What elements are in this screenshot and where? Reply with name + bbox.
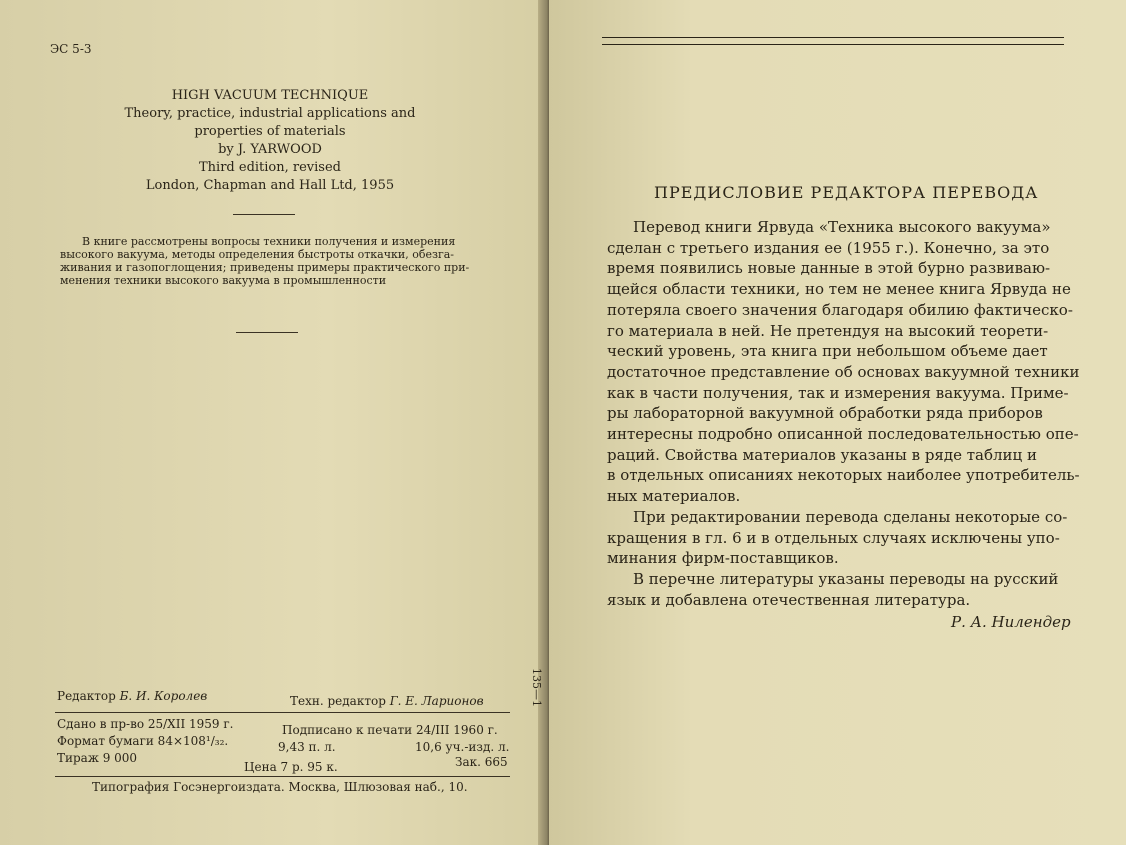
english-subtitle-line1: Theory, practice, industrial applications and bbox=[124, 106, 416, 121]
imprint-rule-bottom bbox=[55, 776, 510, 777]
preface-line: щейся области техники, но тем не менее книга Ярвуда не bbox=[607, 280, 1071, 299]
preface-signature: Р. А. Нилендер bbox=[951, 613, 1071, 631]
preface-line: минания фирм-поставщиков. bbox=[607, 549, 839, 568]
imprint-uch: 10,6 уч.-изд. л. bbox=[415, 740, 510, 754]
editor-label: Редактор bbox=[57, 689, 116, 703]
imprint-order: Зак. 665 bbox=[455, 755, 508, 769]
imprint-price: Цена 7 р. 95 к. bbox=[244, 760, 338, 774]
preface-line: ных материалов. bbox=[607, 487, 741, 506]
imprint-tirazh: Тираж 9 000 bbox=[57, 751, 138, 765]
annotation-line: живания и газопоглощения; приведены примеры практического при- bbox=[60, 261, 470, 274]
tech-editor-name: Г. Е. Ларионов bbox=[389, 694, 484, 708]
annotation bbox=[60, 235, 505, 287]
preface-line: В перечне литературы указаны переводы на русский bbox=[633, 569, 1059, 588]
header-rule-2 bbox=[602, 44, 1064, 45]
preface-line: раций. Свойства материалов указаны в ряде таблиц и bbox=[607, 445, 1037, 464]
annotation-line: высокого вакуума, методы определения быстроты откачки, обезга- bbox=[60, 248, 455, 261]
preface-line: сделан с третьего издания ее (1955 г.). Конечно, за это bbox=[607, 238, 1050, 257]
english-subtitle-line2: properties of materials bbox=[194, 124, 346, 139]
divider-bottom bbox=[236, 332, 298, 333]
right-page bbox=[530, 0, 1126, 845]
divider-top bbox=[233, 214, 295, 215]
imprint-signed: Подписано к печати 24/III 1960 г. bbox=[282, 723, 498, 737]
left-page bbox=[0, 0, 548, 845]
english-publisher: London, Chapman and Hall Ltd, 1955 bbox=[145, 178, 395, 193]
imprint-sent: Сдано в пр-во 25/XII 1959 г. bbox=[57, 717, 234, 731]
imprint-format: Формат бумаги 84×108¹/₃₂. bbox=[57, 734, 229, 748]
preface-line: интересны подробно описанной последовательностью опе- bbox=[607, 425, 1079, 444]
tech-editor-label: Техн. редактор bbox=[290, 694, 386, 708]
preface-line: Перевод книги Ярвуда «Техника высокого вакуума» bbox=[633, 218, 1051, 236]
english-author: by J. YARWOOD bbox=[218, 142, 322, 157]
imprint-pl: 9,43 п. л. bbox=[278, 740, 336, 754]
preface-line: потеряла своего значения благодаря обилию фактическо- bbox=[607, 300, 1073, 319]
english-title-block bbox=[100, 87, 440, 195]
preface-line: го материала в ней. Не претендуя на высокий теорети- bbox=[607, 321, 1049, 340]
header-rule-1 bbox=[602, 37, 1064, 38]
spine-mark: 135—1 bbox=[530, 668, 543, 707]
preface-line: язык и добавлена отечественная литература. bbox=[607, 590, 971, 609]
preface-paragraph-1 bbox=[607, 217, 1080, 610]
english-title: HIGH VACUUM TECHNIQUE bbox=[171, 88, 369, 103]
preface-line: ры лабораторной вакуумной обработки ряда приборов bbox=[607, 404, 1043, 423]
book-code: ЭС 5-3 bbox=[50, 42, 92, 56]
preface-line: как в части получения, так и измерения вакуума. Приме- bbox=[607, 383, 1069, 402]
preface-line: время появились новые данные в этой бурно развиваю- bbox=[607, 259, 1051, 278]
preface-line: достаточное представление об основах вакуумной техники bbox=[607, 362, 1080, 381]
editor-line bbox=[57, 689, 207, 703]
preface-line: При редактировании перевода сделаны некоторые со- bbox=[633, 507, 1068, 526]
english-edition: Third edition, revised bbox=[199, 160, 341, 175]
imprint-rule-top bbox=[55, 712, 510, 713]
preface-line: ческий уровень, эта книга при небольшом объеме дает bbox=[607, 342, 1048, 361]
annotation-line: менения техники высокого вакуума в промышленности bbox=[60, 274, 387, 287]
imprint-printer: Типография Госэнергоиздата. Москва, Шлюзовая наб., 10. bbox=[92, 780, 468, 794]
editor-name: Б. И. Королев bbox=[119, 689, 208, 703]
tech-editor-line bbox=[290, 694, 484, 708]
preface-line: кращения в гл. 6 и в отдельных случаях исключены упо- bbox=[607, 528, 1060, 547]
annotation-line: В книге рассмотрены вопросы техники получения и измерения bbox=[82, 235, 456, 248]
preface-heading: ПРЕДИСЛОВИЕ РЕДАКТОРА ПЕРЕВОДА bbox=[654, 183, 1039, 202]
preface-line: в отдельных описаниях некоторых наиболее употребитель- bbox=[607, 466, 1080, 485]
